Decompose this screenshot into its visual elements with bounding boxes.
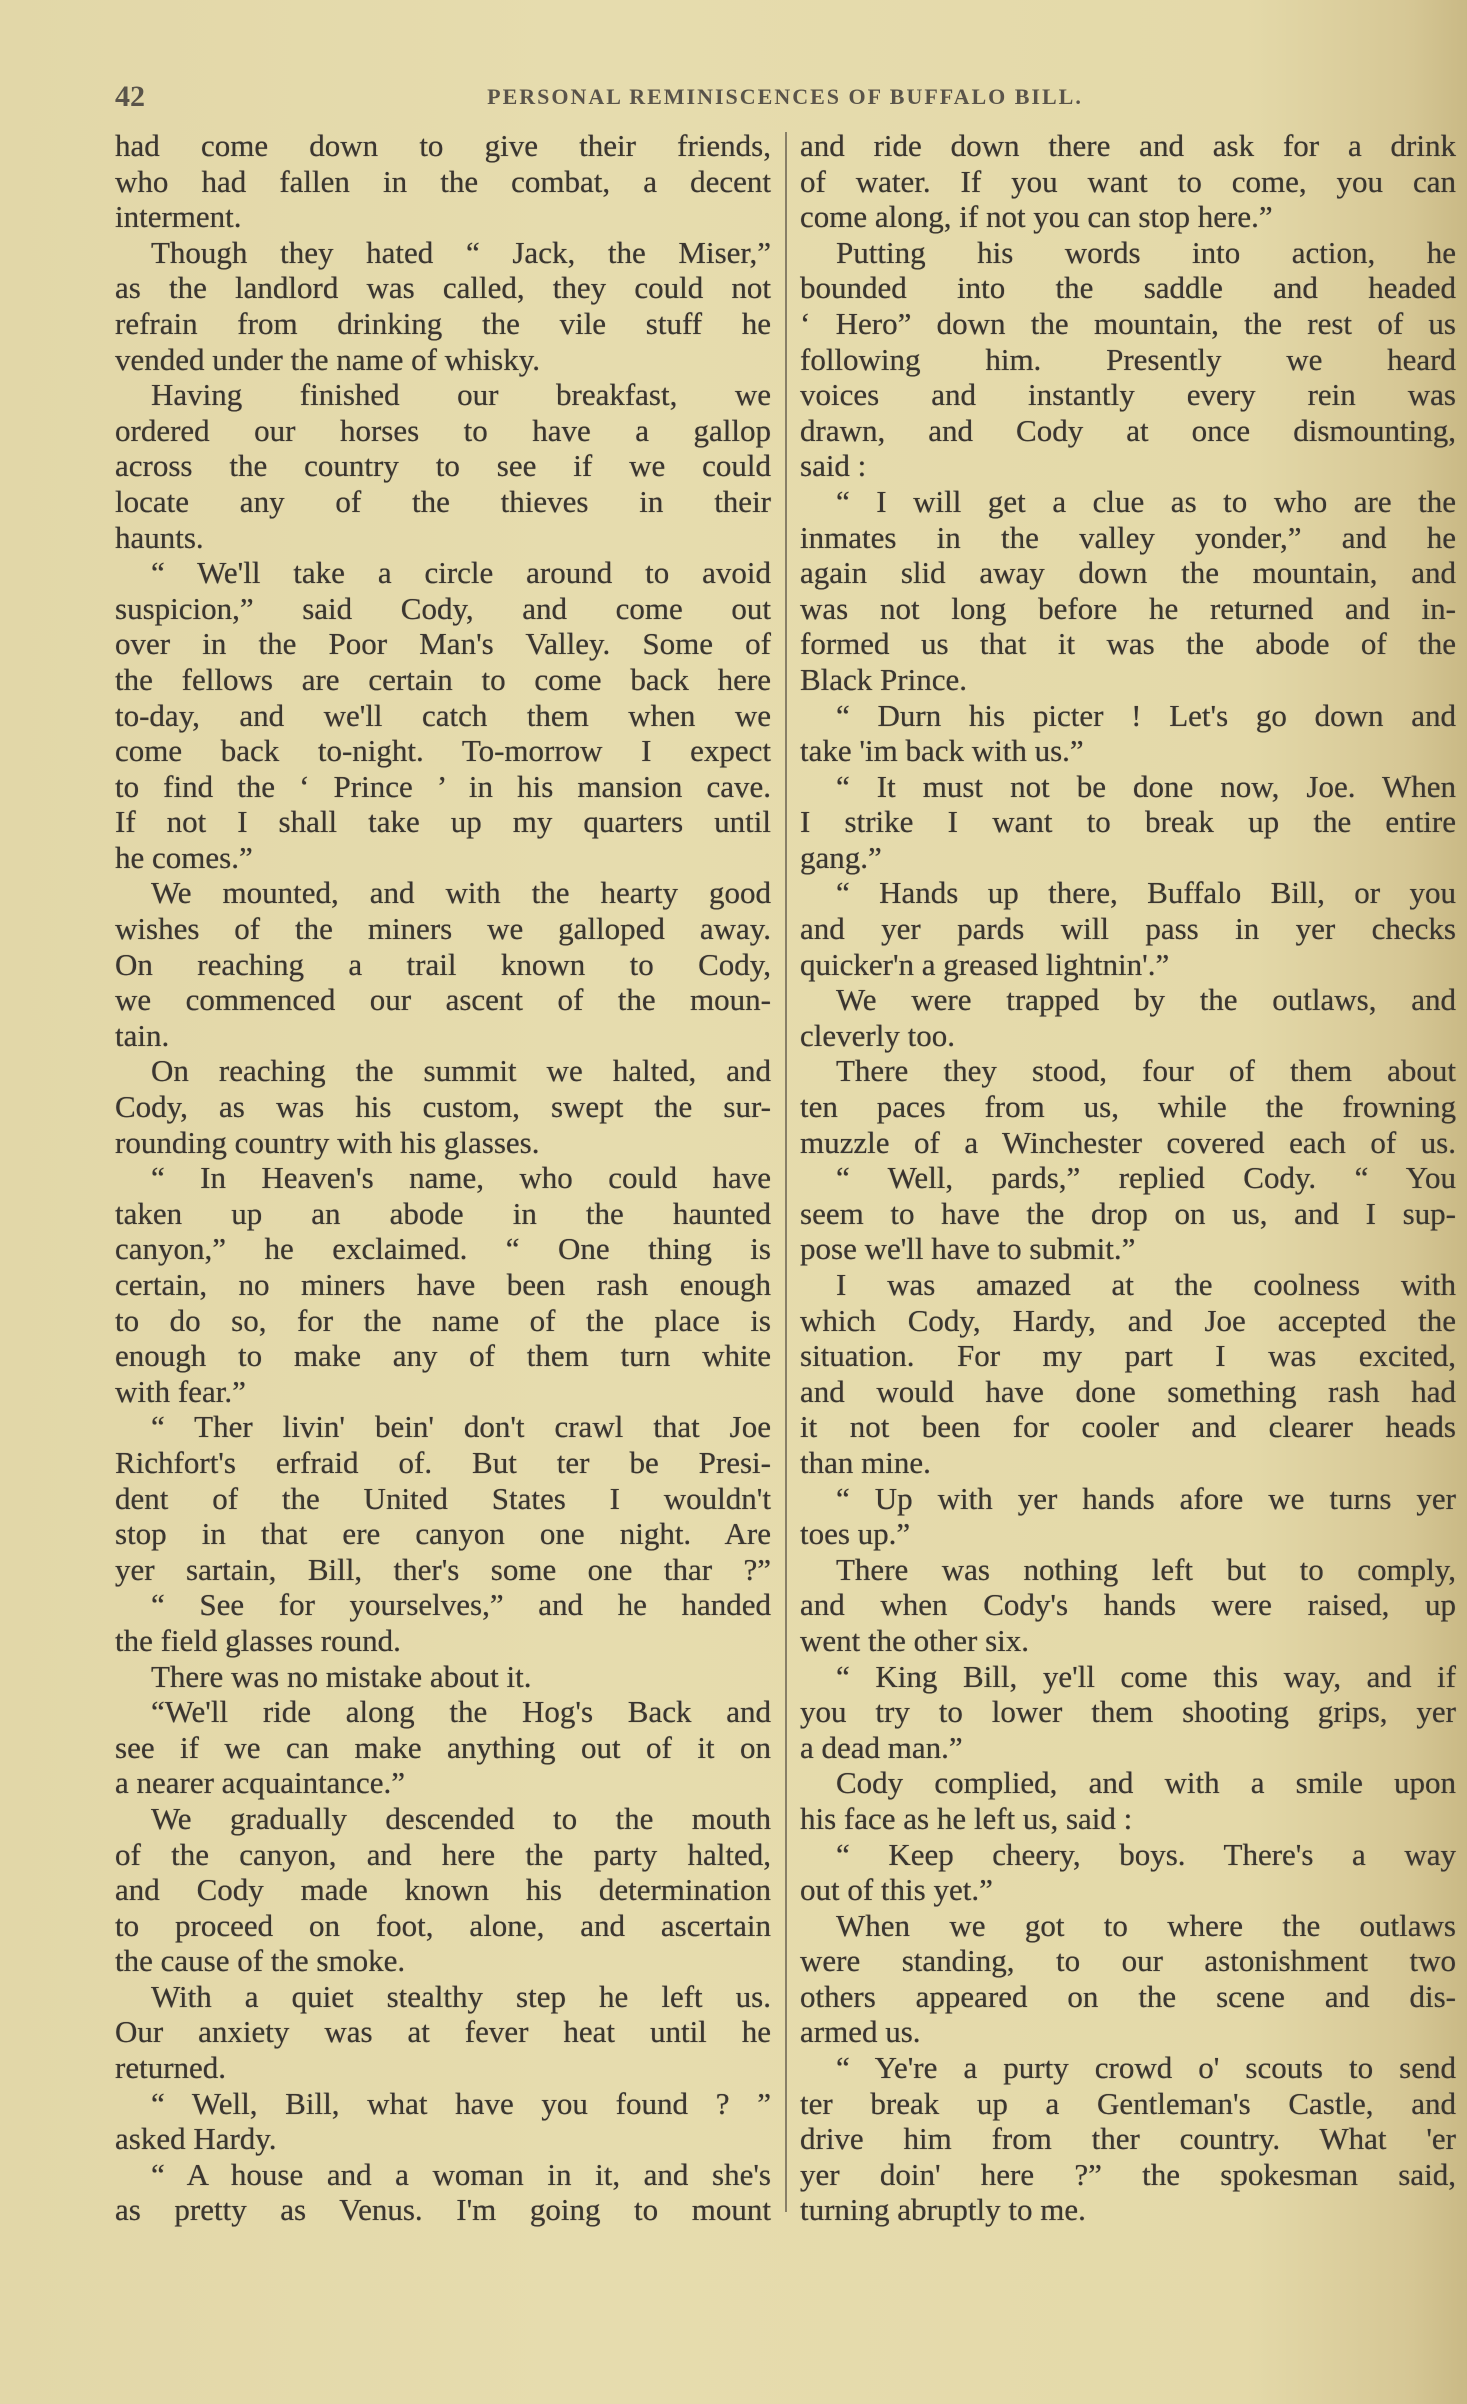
text-line: had come down to give their friends, xyxy=(115,128,771,163)
text-line: When we got to where the outlaws xyxy=(836,1907,1456,1943)
text-line: his face as he left us, said : xyxy=(800,1800,1133,1836)
text-line: “ Ther livin' bein' don't crawl that Joe xyxy=(151,1409,771,1445)
text-line: across the country to see if we could xyxy=(115,448,771,484)
text-line: dent of the United States I wouldn't xyxy=(115,1480,771,1516)
text-line: We gradually descended to the mouth xyxy=(151,1800,771,1836)
text-line: “ It must not be done now, Joe. When xyxy=(836,768,1456,804)
text-line: Putting his words into action, he xyxy=(836,234,1456,270)
text-line: voices and instantly every rein was xyxy=(800,377,1456,413)
left-column xyxy=(115,128,771,2228)
text-line: yer doin' here ?” the spokesman said, xyxy=(800,2156,1456,2192)
text-line: There was nothing left but to comply, xyxy=(836,1551,1456,1587)
text-line: and Cody made known his determination xyxy=(115,1872,771,1908)
text-line: Richfort's erfraid of. But ter be Presi- xyxy=(115,1444,771,1480)
text-line: taken up an abode in the haunted xyxy=(115,1195,771,1231)
text-line: to-day, and we'll catch them when we xyxy=(115,697,771,733)
text-line: turning abruptly to me. xyxy=(800,2192,1086,2228)
text-line: quicker'n a greased lightnin'.” xyxy=(800,946,1170,982)
text-line: certain, no miners have been rash enough xyxy=(115,1267,771,1302)
text-line: “ Up with yer hands afore we turns yer xyxy=(836,1480,1456,1516)
text-line: of water. If you want to come, you can xyxy=(800,163,1456,199)
text-line: inmates in the valley yonder,” and he xyxy=(800,519,1456,555)
text-line: stop in that ere canyon one night. Are xyxy=(115,1516,771,1552)
text-line: with fear.” xyxy=(115,1373,246,1409)
text-line: pose we'll have to submit.” xyxy=(800,1231,1136,1267)
text-line: returned. xyxy=(115,2050,227,2086)
text-line: was not long before he returned and in- xyxy=(800,590,1456,626)
text-line: come back to-night. To-morrow I expect xyxy=(115,733,771,769)
text-line: a nearer acquaintance.” xyxy=(115,1765,405,1801)
text-line: bounded into the saddle and headed xyxy=(800,270,1456,306)
text-line: ter break up a Gentleman's Castle, and xyxy=(800,2085,1456,2121)
right-column xyxy=(800,128,1456,2228)
text-line: to find the ‘ Prince ’ in his mansion cave. xyxy=(115,768,771,804)
text-line: went the other six. xyxy=(800,1622,1030,1658)
text-line: If not I shall take up my quarters until xyxy=(115,804,771,840)
text-line: come along, if not you can stop here.” xyxy=(800,199,1273,235)
text-line: On reaching the summit we halted, and xyxy=(151,1053,771,1089)
text-line: “ Keep cheery, boys. There's a way xyxy=(836,1836,1456,1872)
text-line: over in the Poor Man's Valley. Some of xyxy=(115,626,771,662)
text-line: ten paces from us, while the frowning xyxy=(800,1089,1456,1125)
text-line: seem to have the drop on us, and I sup- xyxy=(800,1195,1456,1231)
text-line: tain. xyxy=(115,1017,170,1053)
text-line: as pretty as Venus. I'm going to mount xyxy=(115,2192,771,2228)
text-line: he comes.” xyxy=(115,839,253,875)
text-line: Cody, as was his custom, swept the sur- xyxy=(115,1089,771,1125)
text-line: drawn, and Cody at once dismounting, xyxy=(800,412,1456,448)
text-line: we commenced our ascent of the moun- xyxy=(115,982,771,1018)
text-line: “ Durn his picter ! Let's go down and xyxy=(836,697,1456,733)
text-line: and would have done something rash had xyxy=(800,1373,1456,1409)
text-line: Though they hated “ Jack, the Miser,” xyxy=(151,234,771,270)
text-line: a dead man.” xyxy=(800,1729,963,1765)
text-line: We were trapped by the outlaws, and xyxy=(836,982,1456,1018)
text-line: rounding country with his glasses. xyxy=(115,1124,540,1160)
text-line: enough to make any of them turn white xyxy=(115,1338,771,1374)
text-line: “ Well, pards,” replied Cody. “ You xyxy=(836,1160,1456,1196)
text-line: said : xyxy=(800,448,867,484)
text-line: “ Ye're a purty crowd o' scouts to send xyxy=(836,2050,1456,2086)
text-line: drive him from ther country. What 'er xyxy=(800,2121,1456,2157)
text-line: to proceed on foot, alone, and ascertain xyxy=(115,1907,771,1943)
text-line: who had fallen in the combat, a decent xyxy=(115,163,771,199)
text-line: vended under the name of whisky. xyxy=(115,341,540,377)
text-line: There they stood, four of them about xyxy=(836,1053,1456,1089)
text-line: formed us that it was the abode of the xyxy=(800,626,1456,662)
text-line: There was no mistake about it. xyxy=(151,1658,532,1694)
text-line: canyon,” he exclaimed. “ One thing is xyxy=(115,1231,771,1267)
text-line: gang.” xyxy=(800,839,882,875)
text-line: situation. For my part I was excited, xyxy=(800,1338,1456,1374)
text-line: I strike I want to break up the entire xyxy=(800,804,1456,840)
text-line: others appeared on the scene and dis- xyxy=(800,1978,1456,2014)
text-line: “ Well, Bill, what have you found ? ” xyxy=(151,2085,771,2121)
text-line: and yer pards will pass in yer checks xyxy=(800,911,1456,947)
text-line: interment. xyxy=(115,199,242,235)
text-line: cleverly too. xyxy=(800,1017,955,1053)
text-line: take 'im back with us.” xyxy=(800,733,1084,769)
text-line: “ See for yourselves,” and he handed xyxy=(151,1587,771,1623)
text-line: muzzle of a Winchester covered each of us. xyxy=(800,1124,1456,1160)
running-title: PERSONAL REMINISCENCES OF BUFFALO BILL. xyxy=(487,84,1083,109)
text-line: than mine. xyxy=(800,1444,931,1480)
text-line: We mounted, and with the hearty good xyxy=(151,875,771,911)
text-line: following him. Presently we heard xyxy=(800,341,1456,377)
text-line: and when Cody's hands were raised, up xyxy=(800,1587,1456,1623)
column-divider xyxy=(785,132,787,2212)
text-line: haunts. xyxy=(115,519,204,555)
text-line: to do so, for the name of the place is xyxy=(115,1302,771,1338)
text-line: locate any of the thieves in their xyxy=(115,483,771,519)
text-line: again slid away down the mountain, and xyxy=(800,555,1456,591)
text-line: toes up.” xyxy=(800,1516,911,1552)
text-line: “ A house and a woman in it, and she's xyxy=(151,2156,771,2192)
text-line: “ Hands up there, Buffalo Bill, or you xyxy=(836,875,1456,911)
text-line: the cause of the smoke. xyxy=(115,1943,406,1979)
text-line: With a quiet stealthy step he left us. xyxy=(151,1978,771,2014)
text-line: refrain from drinking the vile stuff he xyxy=(115,305,771,341)
text-line: the field glasses round. xyxy=(115,1622,401,1658)
text-line: “ In Heaven's name, who could have xyxy=(151,1160,771,1196)
text-line: yer sartain, Bill, ther's some one thar ?” xyxy=(115,1551,771,1587)
text-line: were standing, to our astonishment two xyxy=(800,1943,1456,1979)
text-line: which Cody, Hardy, and Joe accepted the xyxy=(800,1302,1456,1338)
text-line: out of this yet.” xyxy=(800,1872,993,1908)
text-line: ordered our horses to have a gallop xyxy=(115,412,771,448)
text-line: asked Hardy. xyxy=(115,2121,277,2157)
text-line: armed us. xyxy=(800,2014,921,2050)
text-line: “ I will get a clue as to who are the xyxy=(836,483,1456,519)
text-line: the fellows are certain to come back here xyxy=(115,661,771,697)
text-line: you try to lower them shooting grips, yer xyxy=(800,1694,1456,1730)
text-line: it not been for cooler and clearer heads xyxy=(800,1409,1456,1445)
text-line: ‘ Hero” down the mountain, the rest of us xyxy=(800,305,1456,341)
text-line: and ride down there and ask for a drink xyxy=(800,128,1456,163)
text-line: On reaching a trail known to Cody, xyxy=(115,946,771,982)
text-line: “ King Bill, ye'll come this way, and if xyxy=(836,1658,1456,1694)
text-line: I was amazed at the coolness with xyxy=(836,1267,1456,1302)
text-line: suspicion,” said Cody, and come out xyxy=(115,590,771,626)
text-line: as the landlord was called, they could not xyxy=(115,270,771,306)
text-line: see if we can make anything out of it on xyxy=(115,1729,771,1765)
text-line: Our anxiety was at fever heat until he xyxy=(115,2014,771,2050)
page-header xyxy=(115,80,1455,120)
text-line: Black Prince. xyxy=(800,661,968,697)
text-line: wishes of the miners we galloped away. xyxy=(115,911,771,947)
text-line: Cody complied, and with a smile upon xyxy=(836,1765,1456,1801)
page-number: 42 xyxy=(115,80,145,113)
text-line: of the canyon, and here the party halted, xyxy=(115,1836,771,1872)
text-line: “We'll ride along the Hog's Back and xyxy=(151,1694,771,1730)
text-line: Having finished our breakfast, we xyxy=(151,377,771,413)
text-line: “ We'll take a circle around to avoid xyxy=(151,555,771,591)
